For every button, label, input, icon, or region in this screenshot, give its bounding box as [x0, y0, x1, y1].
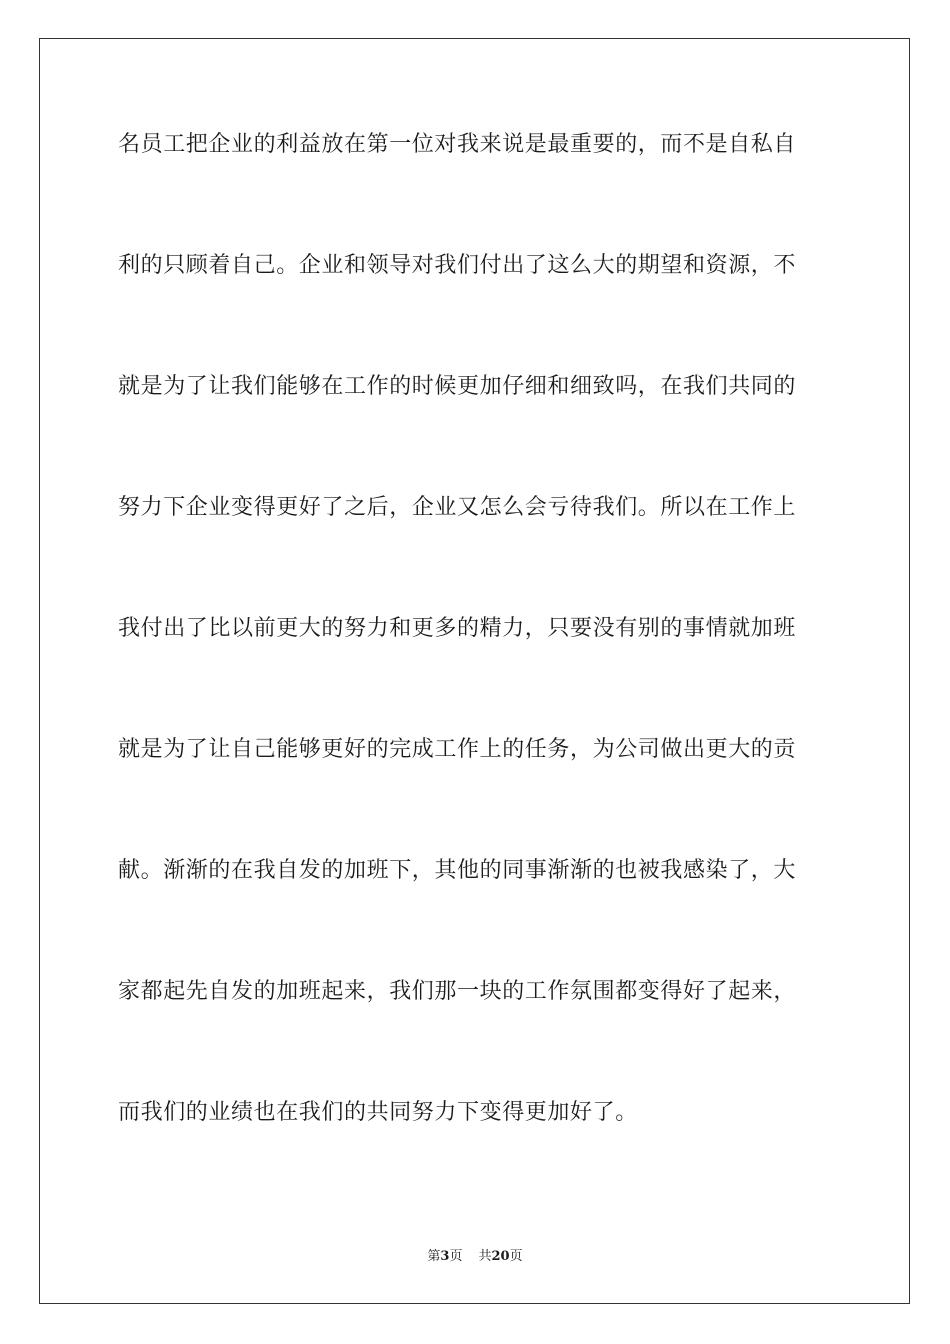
paragraph-line: 献。渐渐的在我自发的加班下，其他的同事渐渐的也被我感染了，大 [118, 858, 797, 883]
paragraph-line: 家都起先自发的加班起来，我们那一块的工作氛围都变得好了起来， [118, 979, 797, 1004]
page-suffix: 页 [449, 1249, 463, 1264]
total-pages: 20 [491, 1249, 510, 1264]
page-prefix: 第 [427, 1249, 441, 1264]
paragraph-line: 名员工把企业的利益放在第一位对我来说是最重要的，而不是自私自 [118, 132, 797, 157]
page-number: 3 [440, 1249, 450, 1264]
paragraph-line: 就是为了让我们能够在工作的时候更加仔细和细致吗，在我们共同的 [118, 374, 797, 399]
paragraph-line: 我付出了比以前更大的努力和更多的精力，只要没有别的事情就加班 [118, 616, 797, 641]
paragraph-line: 而我们的业绩也在我们的共同努力下变得更加好了。 [118, 1100, 638, 1125]
paragraph-line: 就是为了让自己能够更好的完成工作上的任务，为公司做出更大的贡 [118, 737, 797, 762]
total-suffix: 页 [509, 1249, 523, 1264]
document-body [118, 131, 834, 1220]
page-footer [0, 1248, 950, 1266]
paragraph-line: 努力下企业变得更好了之后，企业又怎么会亏待我们。所以在工作上 [118, 495, 797, 520]
paragraph-line: 利的只顾着自己。企业和领导对我们付出了这么大的期望和资源，不 [118, 253, 797, 278]
total-prefix: 共 [478, 1249, 492, 1264]
